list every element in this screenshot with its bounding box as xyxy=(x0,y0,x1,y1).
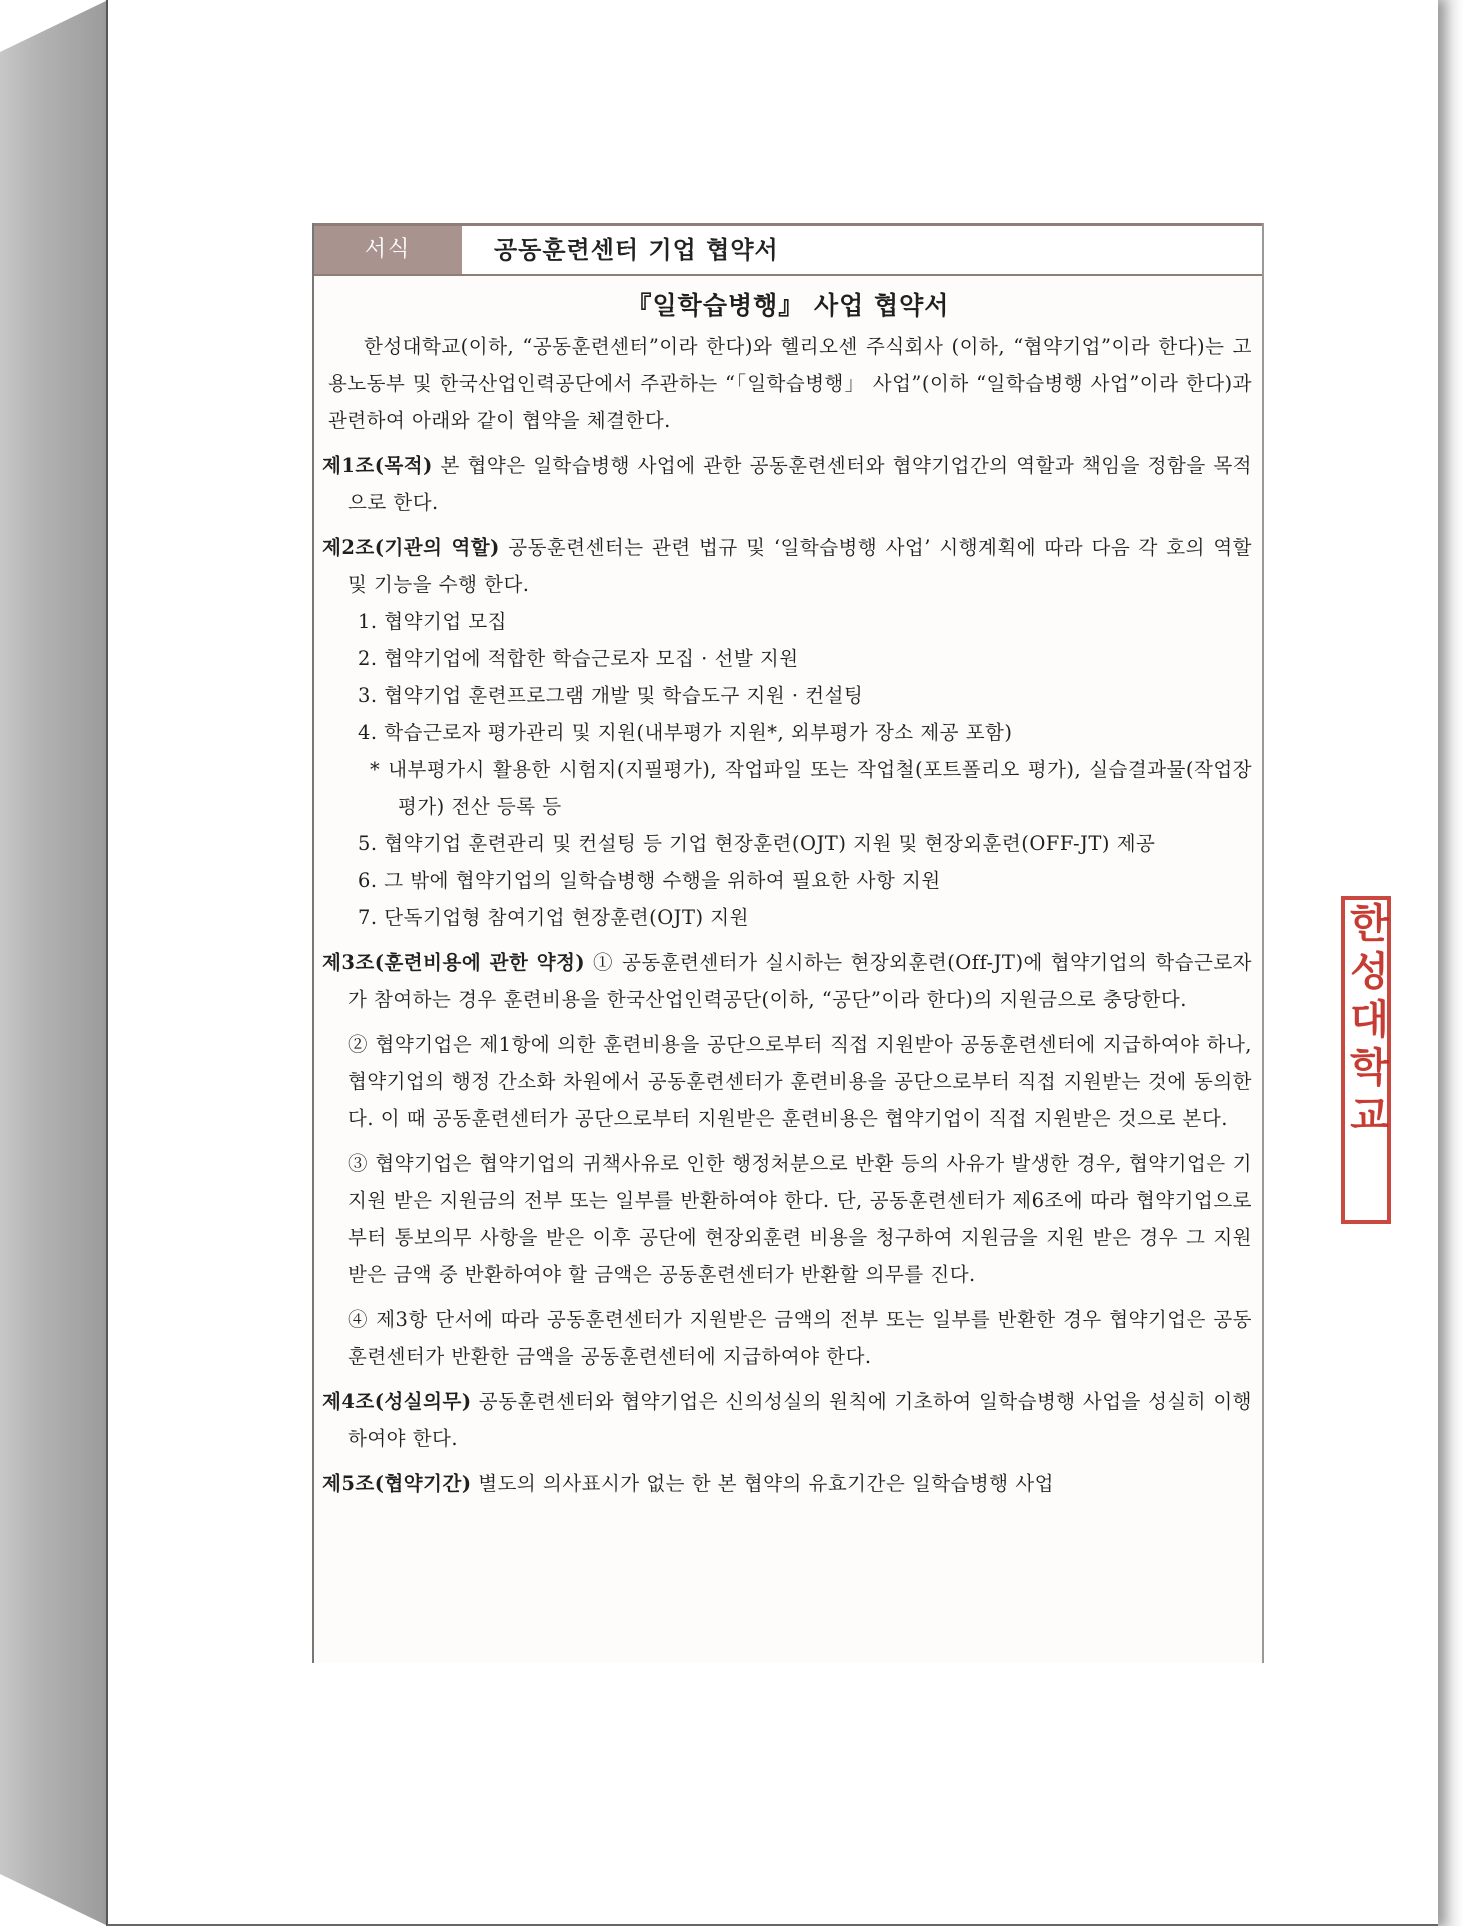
article-3-clause-2: ② 협약기업은 제1항에 의한 훈련비용을 공단으로부터 직접 지원받아 공동훈련센터에 지급하여야 하나, 협약기업의 행정 간소화 차원에서 공동훈련센터가 훈련비용을 공단으로부터 직접 지원받는 것에 동의한다. 이 때 공동훈련센터가 공단으로부터 지원받은 훈련비용은 협약기업이 직접 지원받은 것으로 본다. xyxy=(348,1033,1252,1130)
article-1 xyxy=(322,447,1252,521)
document-body xyxy=(322,328,1252,1510)
intro-paragraph: 한성대학교(이하, “공동훈련센터”이라 한다)와 헬리오센 주식회사 (이하, “협약기업”이라 한다)는 고용노동부 및 한국산업인력공단에서 주관하는 “「일학습병행」 사업”(이하 “일학습병행 사업”이라 한다)과 관련하여 아래와 같이 협약을 체결한다. xyxy=(328,335,1252,432)
agreement-document xyxy=(312,223,1264,1663)
form-tab-label: 서식 xyxy=(314,226,462,274)
article-5-heading: 제5조(협약기간) xyxy=(322,1472,472,1495)
article-5-text: 별도의 의사표시가 없는 한 본 협약의 유효기간은 일학습병행 사업 xyxy=(471,1472,1054,1495)
list-item: 6. 그 밖에 협약기업의 일학습병행 수행을 위하여 필요한 사항 지원 xyxy=(358,869,941,892)
list-item: 2. 협약기업에 적합한 학습근로자 모집 · 선발 지원 xyxy=(358,647,799,670)
form-header xyxy=(314,223,1262,276)
list-item: 4. 학습근로자 평가관리 및 지원(내부평가 지원*, 외부평가 장소 제공 포함) xyxy=(358,721,1013,744)
list-item: 7. 단독기업형 참여기업 현장훈련(OJT) 지원 xyxy=(358,906,749,929)
list-item: 3. 협약기업 훈련프로그램 개발 및 학습도구 지원 · 컨설팅 xyxy=(358,684,864,707)
page-shadow xyxy=(1436,0,1464,1926)
seal-text: 한성대학교 xyxy=(1343,902,1390,1142)
article-2-heading: 제2조(기관의 역할) xyxy=(322,536,500,559)
article-4-heading: 제4조(성실의무) xyxy=(322,1390,472,1413)
article-3-clause-3: ③ 협약기업은 협약기업의 귀책사유로 인한 행정처분으로 반환 등의 사유가 발생한 경우, 협약기업은 기지원 받은 지원금의 전부 또는 일부를 반환하여야 한다. 단, 공동훈련센터가 제6조에 따라 협약기업으로부터 통보의무 사항을 받은 이후 공단에 현장외훈련 비용을 청구하여 지원금을 지원 받은 경우 그 지원 받은 금액 중 반환하여야 할 금액은 공동훈련센터가 반환할 의무를 진다. xyxy=(348,1152,1252,1286)
article-3-clause-4: ④ 제3항 단서에 따라 공동훈련센터가 지원받은 금액의 전부 또는 일부를 반환한 경우 협약기업은 공동훈련센터가 반환한 금액을 공동훈련센터에 지급하여야 한다. xyxy=(348,1308,1252,1368)
list-item: 5. 협약기업 훈련관리 및 컨설팅 등 기업 현장훈련(OJT) 지원 및 현장외훈련(OFF-JT) 제공 xyxy=(358,832,1156,855)
article-2 xyxy=(322,529,1252,603)
list-note: * 내부평가시 활용한 시험지(지필평가), 작업파일 또는 작업철(포트폴리오 평가), 실습결과물(작업장 평가) 전산 등록 등 xyxy=(370,758,1252,818)
article-1-text: 본 협약은 일학습병행 사업에 관한 공동훈련센터와 협약기업간의 역할과 책임을 정함을 목적으로 한다. xyxy=(348,454,1252,514)
book-corner-bottom xyxy=(0,1874,108,1926)
article-3 xyxy=(322,944,1252,1018)
article-2-text: 공동훈련센터는 관련 법규 및 ‘일학습병행 사업’ 시행계획에 따라 다음 각 호의 역할 및 기능을 수행 한다. xyxy=(348,536,1252,596)
article-5 xyxy=(322,1465,1252,1502)
list-item: 1. 협약기업 모집 xyxy=(358,610,508,633)
book-corner-top xyxy=(0,0,108,52)
article-4-text: 공동훈련센터와 협약기업은 신의성실의 원칙에 기초하여 일학습병행 사업을 성실히 이행하여야 한다. xyxy=(348,1390,1252,1450)
form-header-title: 공동훈련센터 기업 협약서 xyxy=(494,236,779,264)
article-3-clause-1: ① 공동훈련센터가 실시하는 현장외훈련(Off-JT)에 협약기업의 학습근로자가 참여하는 경우 훈련비용을 한국산업인력공단(이하, “공단”이라 한다)의 지원금으로 충당한다. xyxy=(348,951,1252,1011)
document-title: 『일학습병행』 사업 협약서 xyxy=(626,291,950,320)
article-4 xyxy=(322,1383,1252,1457)
article-1-heading: 제1조(목적) xyxy=(322,454,433,477)
book-spine xyxy=(0,0,110,1926)
article-3-heading: 제3조(훈련비용에 관한 약정) xyxy=(322,951,586,974)
